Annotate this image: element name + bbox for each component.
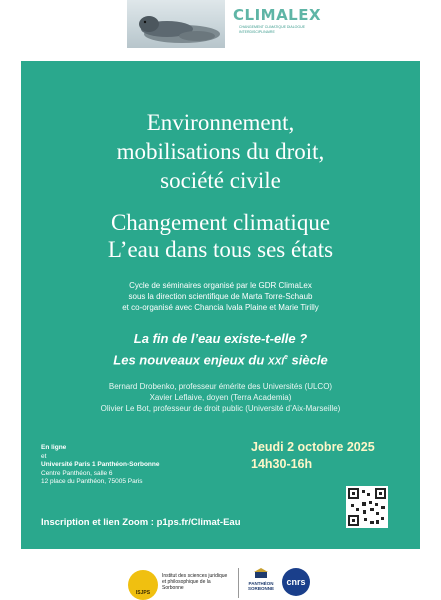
sorbonne-name: PANTHÉON SORBONNE — [247, 581, 274, 591]
title-line: mobilisations du droit, — [116, 139, 325, 164]
page-title — [21, 108, 420, 195]
logo-tagline: CHANGEMENT CLIMATIQUE DIALOGUE INTERDISCIPLINAIRE — [239, 25, 305, 34]
event-date — [251, 439, 375, 473]
intro-line: Cycle de séminaires organisé par le GDR ClimaLex — [129, 281, 312, 290]
question-line — [21, 348, 420, 371]
seminar-intro — [21, 280, 420, 313]
title-line: société civile — [160, 168, 281, 193]
subtitle-line: Changement climatique — [110, 210, 331, 235]
question-prefix: Les nouveaux enjeux du — [113, 352, 268, 368]
page-subtitle — [21, 209, 420, 263]
climalex-logo — [225, 0, 322, 48]
speaker: Xavier Leflaive, doyen (Terra Academia) — [149, 393, 292, 402]
isjps-abbr: ISJPS — [135, 590, 151, 596]
logo-wordmark: CLIMALEX — [233, 6, 322, 24]
event-day: Jeudi 2 octobre 2025 — [251, 440, 375, 454]
registration-link[interactable]: Inscription et lien Zoom : p1ps.fr/Climat-Eau — [41, 517, 241, 528]
qr-code[interactable] — [346, 486, 388, 528]
intro-line: et co-organisé avec Chancia Ivala Plaine et Marie Tirilly — [122, 303, 319, 312]
footer-logos — [0, 560, 441, 598]
header-banner — [127, 0, 322, 48]
century-numeral: XXI — [267, 356, 285, 368]
speaker: Olivier Le Bot, professeur de droit public (Université d’Aix-Marseille) — [100, 404, 341, 413]
intro-line: sous la direction scientifique de Marta Torre-Schaub — [128, 292, 313, 301]
sorbonne-logo — [244, 568, 278, 598]
isjps-logo — [128, 570, 158, 600]
event-time: 14h30-16h — [251, 457, 313, 471]
poster-panel — [21, 61, 420, 549]
pantheon-icon — [254, 568, 268, 578]
event-location — [41, 444, 159, 487]
speakers-list — [21, 381, 420, 414]
footer-divider — [238, 568, 239, 598]
title-line: Environnement, — [146, 110, 295, 135]
subtitle-line: L’eau dans tous ses états — [107, 237, 334, 262]
location-online: En ligne — [41, 444, 67, 451]
qr-icon — [348, 488, 386, 526]
location-and: et — [41, 452, 47, 460]
question-line: La fin de l’eau existe-t-elle ? — [133, 331, 308, 346]
location-centre: Centre Panthéon, salle 6 — [41, 469, 113, 477]
speaker: Bernard Drobenko, professeur émérite des Universités (ULCO) — [108, 382, 333, 391]
seminar-question — [21, 329, 420, 371]
location-university: Université Paris 1 Panthéon-Sorbonne — [41, 461, 160, 468]
question-suffix: siècle — [287, 352, 328, 368]
seal-photo — [127, 0, 225, 48]
location-address: 12 place du Panthéon, 75005 Paris — [41, 478, 143, 485]
cnrs-logo: cnrs — [282, 568, 310, 596]
century-suffix: e — [284, 354, 288, 361]
institute-name: Institut des sciences juridique et philosophique de la Sorbonne — [162, 573, 228, 591]
